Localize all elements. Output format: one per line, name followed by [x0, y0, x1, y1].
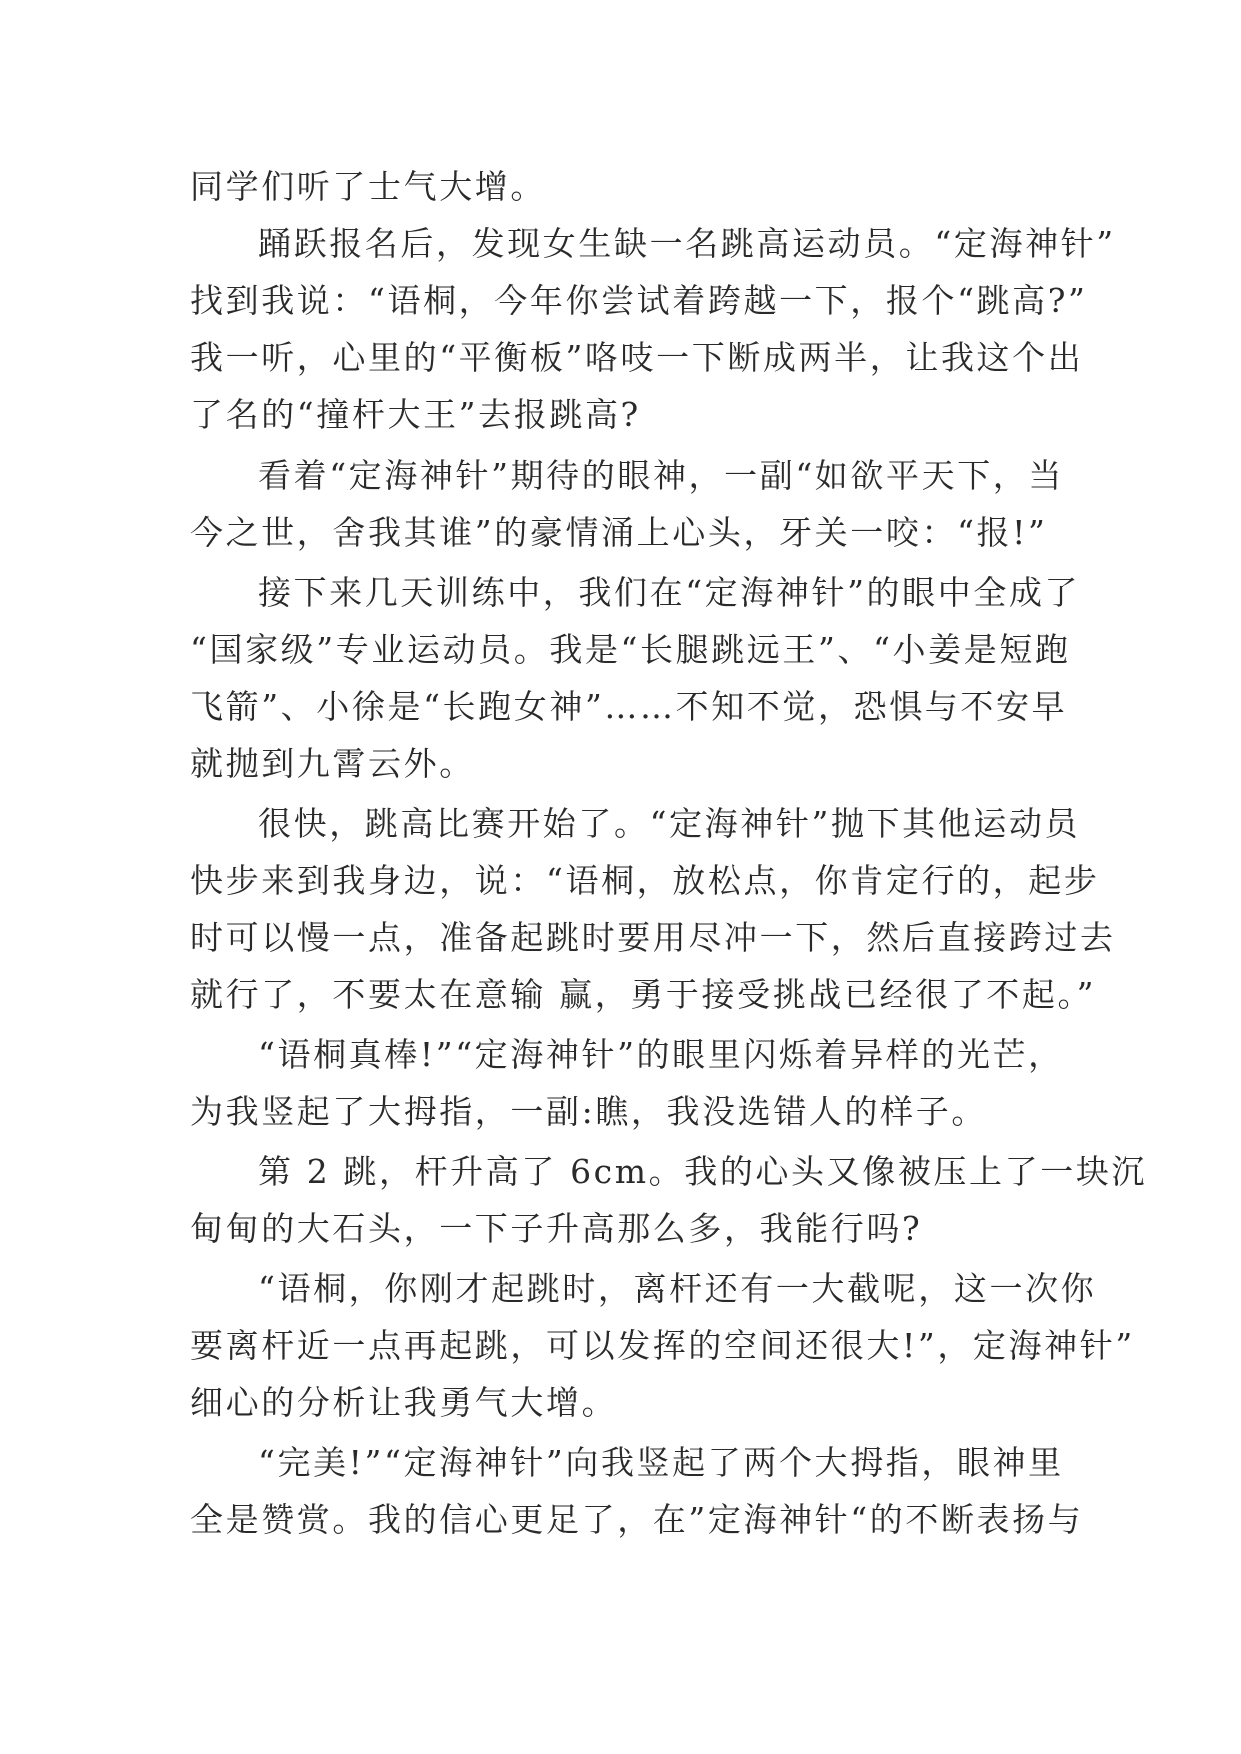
text-line-24: 全是赞赏。我的信心更足了，在”定海神针“的不断表扬与 [190, 1500, 1084, 1539]
text-line-14: 时可以慢一点，准备起跳时要用尽冲一下，然后直接跨过去 [190, 918, 1116, 957]
text-line-19: 甸甸的大石头，一下子升高那么多，我能行吗? [190, 1209, 923, 1248]
text-line-9: “国家级”专业运动员。我是“长腿跳远王”、“小姜是短跑 [190, 630, 1071, 669]
text-line-21: 要离杆近一点再起跳，可以发挥的空间还很大!”，定海神针” [190, 1326, 1135, 1365]
text-line-4: 我一听，心里的“平衡板”咯吱一下断成两半，让我这个出 [190, 338, 1084, 377]
text-line-18: 第 2 跳，杆升高了 6cm。我的心头又像被压上了一块沉 [258, 1152, 1148, 1191]
text-line-5: 了名的“撞杆大王”去报跳高? [190, 395, 641, 434]
text-line-7: 今之世，舍我其谁”的豪情涌上心头，牙关一咬：“报!” [190, 513, 1048, 552]
text-line-12: 很快，跳高比赛开始了。“定海神针”抛下其他运动员 [258, 804, 1081, 843]
text-line-23: “完美!”“定海神针”向我竖起了两个大拇指，眼神里 [258, 1443, 1064, 1482]
text-line-1: 同学们听了士气大增。 [190, 167, 546, 206]
text-line-11: 就抛到九霄云外。 [190, 744, 475, 783]
text-line-3: 找到我说：“语桐，今年你尝试着跨越一下，报个“跳高?” [190, 281, 1088, 320]
text-line-22: 细心的分析让我勇气大增。 [190, 1383, 618, 1422]
text-line-20: “语桐，你刚才起跳时，离杆还有一大截呢，这一次你 [258, 1269, 1097, 1308]
text-line-16: “语桐真棒!”“定海神针”的眼里闪烁着异样的光芒， [258, 1035, 1064, 1074]
text-line-15: 就行了，不要太在意输 赢，勇于接受挑战已经很了不起。” [190, 975, 1097, 1014]
text-line-2: 踊跃报名后，发现女生缺一名跳高运动员。“定海神针” [258, 224, 1116, 263]
text-line-10: 飞箭”、小徐是“长跑女神”……不知不觉，恐惧与不安早 [190, 687, 1068, 726]
text-line-13: 快步来到我身边，说：“语桐，放松点，你肯定行的，起步 [190, 861, 1100, 900]
text-line-6: 看着“定海神针”期待的眼神，一副“如欲平天下，当 [258, 456, 1065, 495]
text-line-17: 为我竖起了大拇指，一副:瞧，我没选错人的样子。 [190, 1092, 987, 1131]
text-line-8: 接下来几天训练中，我们在“定海神针”的眼中全成了 [258, 573, 1081, 612]
